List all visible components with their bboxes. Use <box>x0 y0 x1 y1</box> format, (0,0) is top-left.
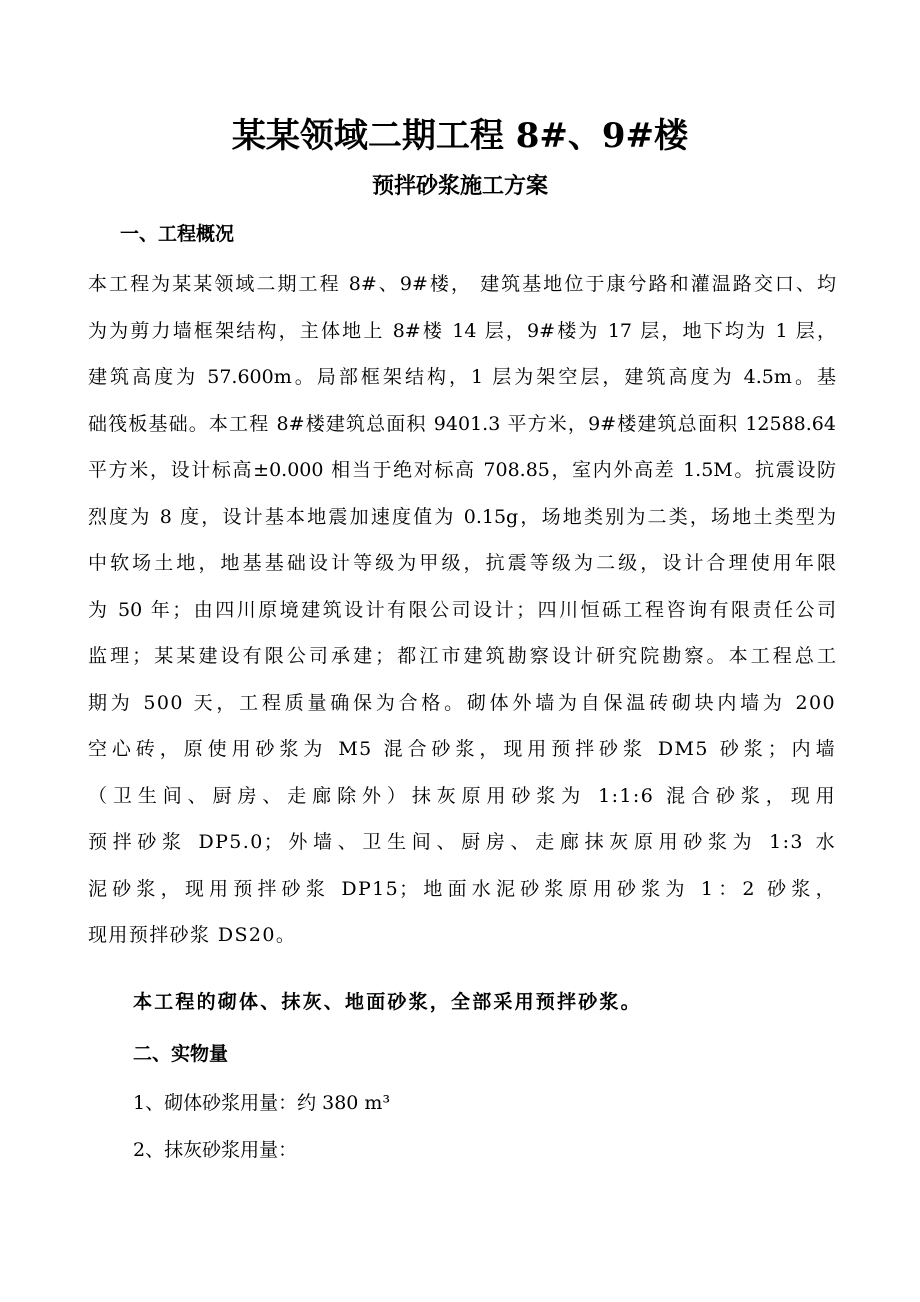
body-line: 现用预拌砂浆 DS20。 <box>88 924 297 946</box>
body-line: 烈度为 8 度，设计基本地震加速度值为 0.15g，场地类别为二类，场地土类型为 <box>88 505 836 528</box>
body-line: 本工程为某某领域二期工程 8#、9#楼， 建筑基地位于康兮路和灌温路交口、均 <box>88 273 836 295</box>
body-line: 为为剪力墙框架结构，主体地上 8#楼 14 层，9#楼为 17 层，地下均为 1 层， <box>88 319 836 342</box>
document-title: 某某领域二期工程 8#、9#楼 <box>231 116 689 156</box>
document-subtitle: 预拌砂浆施工方案 <box>371 173 548 199</box>
emphasis-statement: 本工程的砌体、抹灰、地面砂浆，全部采用预拌砂浆。 <box>133 991 642 1013</box>
quantity-item-masonry: 1、砌体砂浆用量：约 380 m³ <box>133 1092 391 1114</box>
body-line: 础筏板基础。本工程 8#楼建筑总面积 9401.3 平方米，9#楼建筑总面积 12588.64 <box>88 412 836 435</box>
section-heading-overview: 一、工程概况 <box>120 223 235 245</box>
body-line: 空心砖，原使用砂浆为 M5 混合砂浆，现用预拌砂浆 DM5 砂浆；内墙 <box>88 738 836 760</box>
body-line: 监理；某某建设有限公司承建；都江市建筑勘察设计研究院勘察。本工程总工 <box>88 645 836 667</box>
body-line: 期为 500 天，工程质量确保为合格。砌体外墙为自保温砖砌块内墙为 200 <box>88 691 836 714</box>
body-line: （卫生间、厨房、走廊除外）抹灰原用砂浆为 1:1:6 混合砂浆，现用 <box>88 784 836 807</box>
section-heading-quantities: 二、实物量 <box>133 1043 229 1065</box>
body-line: 建筑高度为 57.600m。局部框架结构，1 层为架空层，建筑高度为 4.5m。基 <box>88 366 836 388</box>
body-line: 预拌砂浆 DP5.0；外墙、卫生间、厨房、走廊抹灰原用砂浆为 1:3 水 <box>88 831 836 853</box>
section-body-overview <box>88 261 836 959</box>
quantity-item-plaster: 2、抹灰砂浆用量： <box>133 1139 298 1161</box>
body-line: 为 50 年；由四川原境建筑设计有限公司设计；四川恒砾工程咨询有限责任公司 <box>88 598 836 621</box>
body-line: 中软场土地，地基基础设计等级为甲级，抗震等级为二级，设计合理使用年限 <box>88 552 836 574</box>
body-line: 泥砂浆，现用预拌砂浆 DP15；地面水泥砂浆原用砂浆为 1：2 砂浆， <box>88 877 836 900</box>
body-line: 平方米，设计标高±0.000 相当于绝对标高 708.85，室内外高差 1.5M。抗震设防 <box>88 459 836 481</box>
